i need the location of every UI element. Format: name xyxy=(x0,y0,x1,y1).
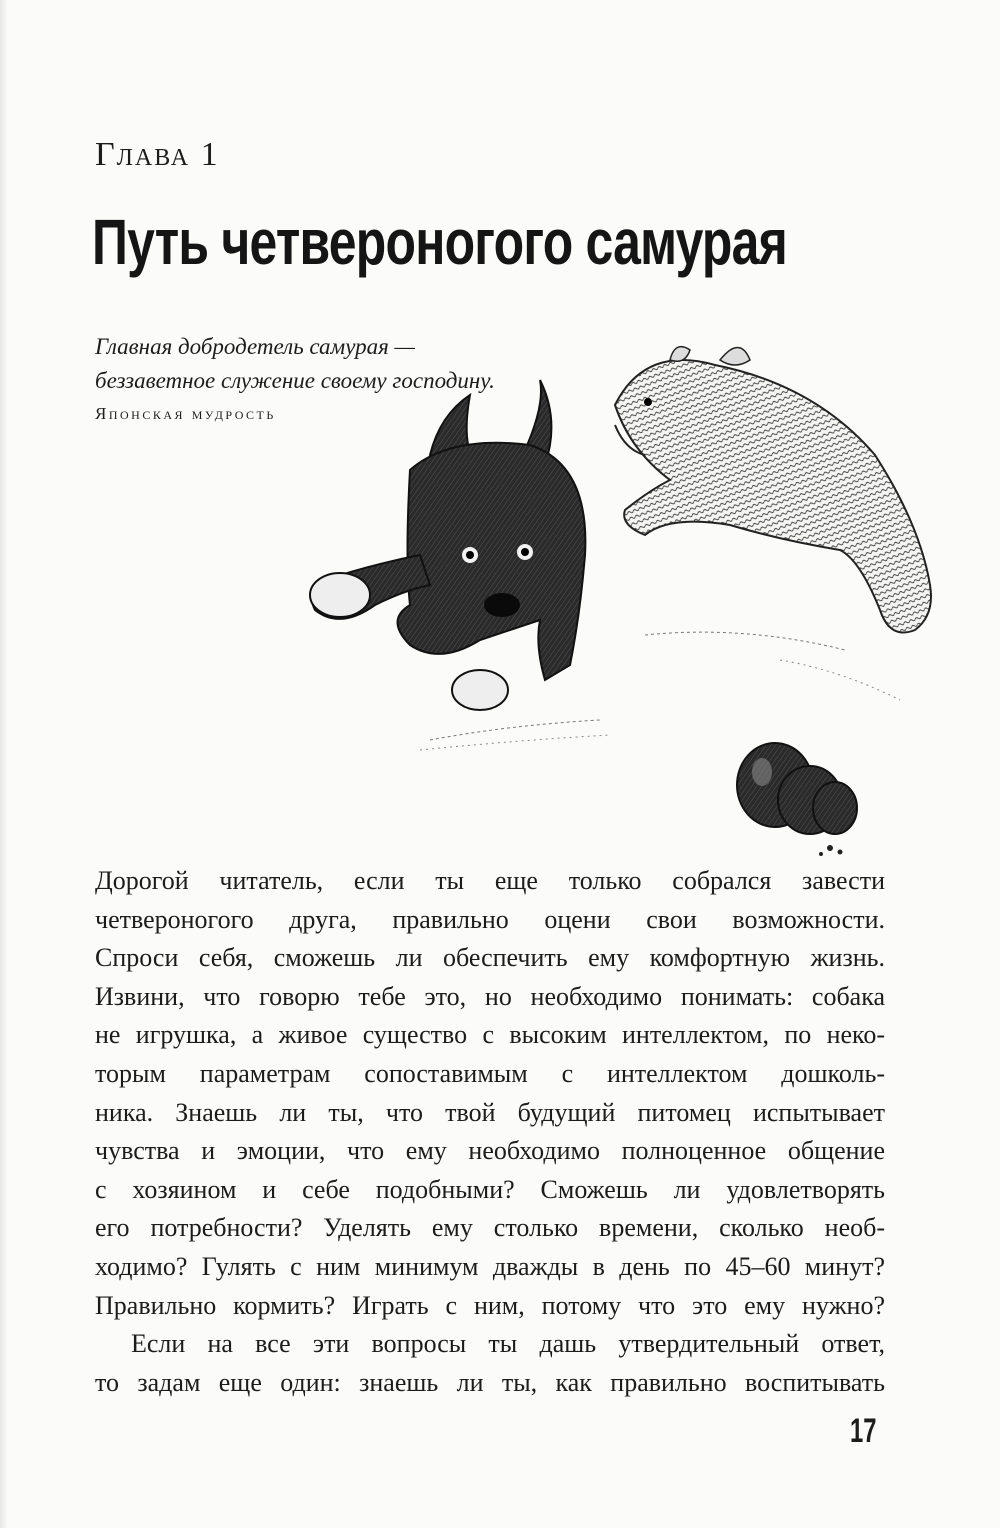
text-line: Спроси себя, сможешь ли обеспечить ему комфортную жизнь. xyxy=(95,943,885,973)
chapter-title: Путь четвероногого самурая xyxy=(92,206,787,278)
text-line: то задам еще один: знаешь ли ты, как правильно воспитывать xyxy=(95,1367,885,1397)
epigraph-source: Японская мудрость xyxy=(95,404,276,423)
body-text xyxy=(95,862,885,1402)
text-line: Если на все эти вопросы ты дашь утвердительный ответ, xyxy=(131,1329,885,1359)
chapter-label: Глава 1 xyxy=(95,136,220,173)
text-line: торым параметрам сопоставимым с интеллектом дошколь- xyxy=(95,1058,885,1088)
epigraph-line: беззаветное служение своему господину. xyxy=(95,368,495,393)
text-line: не игрушка, а живое существо с высоким интеллектом, по неко- xyxy=(95,1020,885,1050)
dogs-illustration xyxy=(280,330,980,870)
text-line: Извини, что говорю тебе это, но необходимо понимать: собака xyxy=(95,981,885,1011)
text-line: с хозяином и себе подобными? Сможешь ли удовлетворять xyxy=(95,1174,885,1204)
text-line: его потребности? Уделять ему столько времени, сколько необ- xyxy=(95,1213,885,1243)
text-line: чувства и эмоции, что ему необходимо полноценное общение xyxy=(95,1136,885,1166)
text-line: Дорогой читатель, если ты еще только собрался завести xyxy=(95,866,885,895)
page-edge xyxy=(0,0,8,1528)
text-line: Правильно кормить? Играть с ним, потому что это ему нужно? xyxy=(95,1290,885,1320)
toy-icon xyxy=(737,743,857,856)
text-line: ходимо? Гулять с ним минимум дважды в день по 45–60 минут? xyxy=(95,1251,885,1281)
text-line: ника. Знаешь ли ты, что твой будущий питомец испытывает xyxy=(95,1097,885,1127)
text-line: четвероногого друга, правильно оцени свои возможности. xyxy=(95,904,885,934)
page-number: 17 xyxy=(850,1412,877,1450)
puppy-icon xyxy=(310,380,610,750)
terrier-icon xyxy=(615,347,931,700)
epigraph-line: Главная добродетель самурая — xyxy=(95,334,416,359)
